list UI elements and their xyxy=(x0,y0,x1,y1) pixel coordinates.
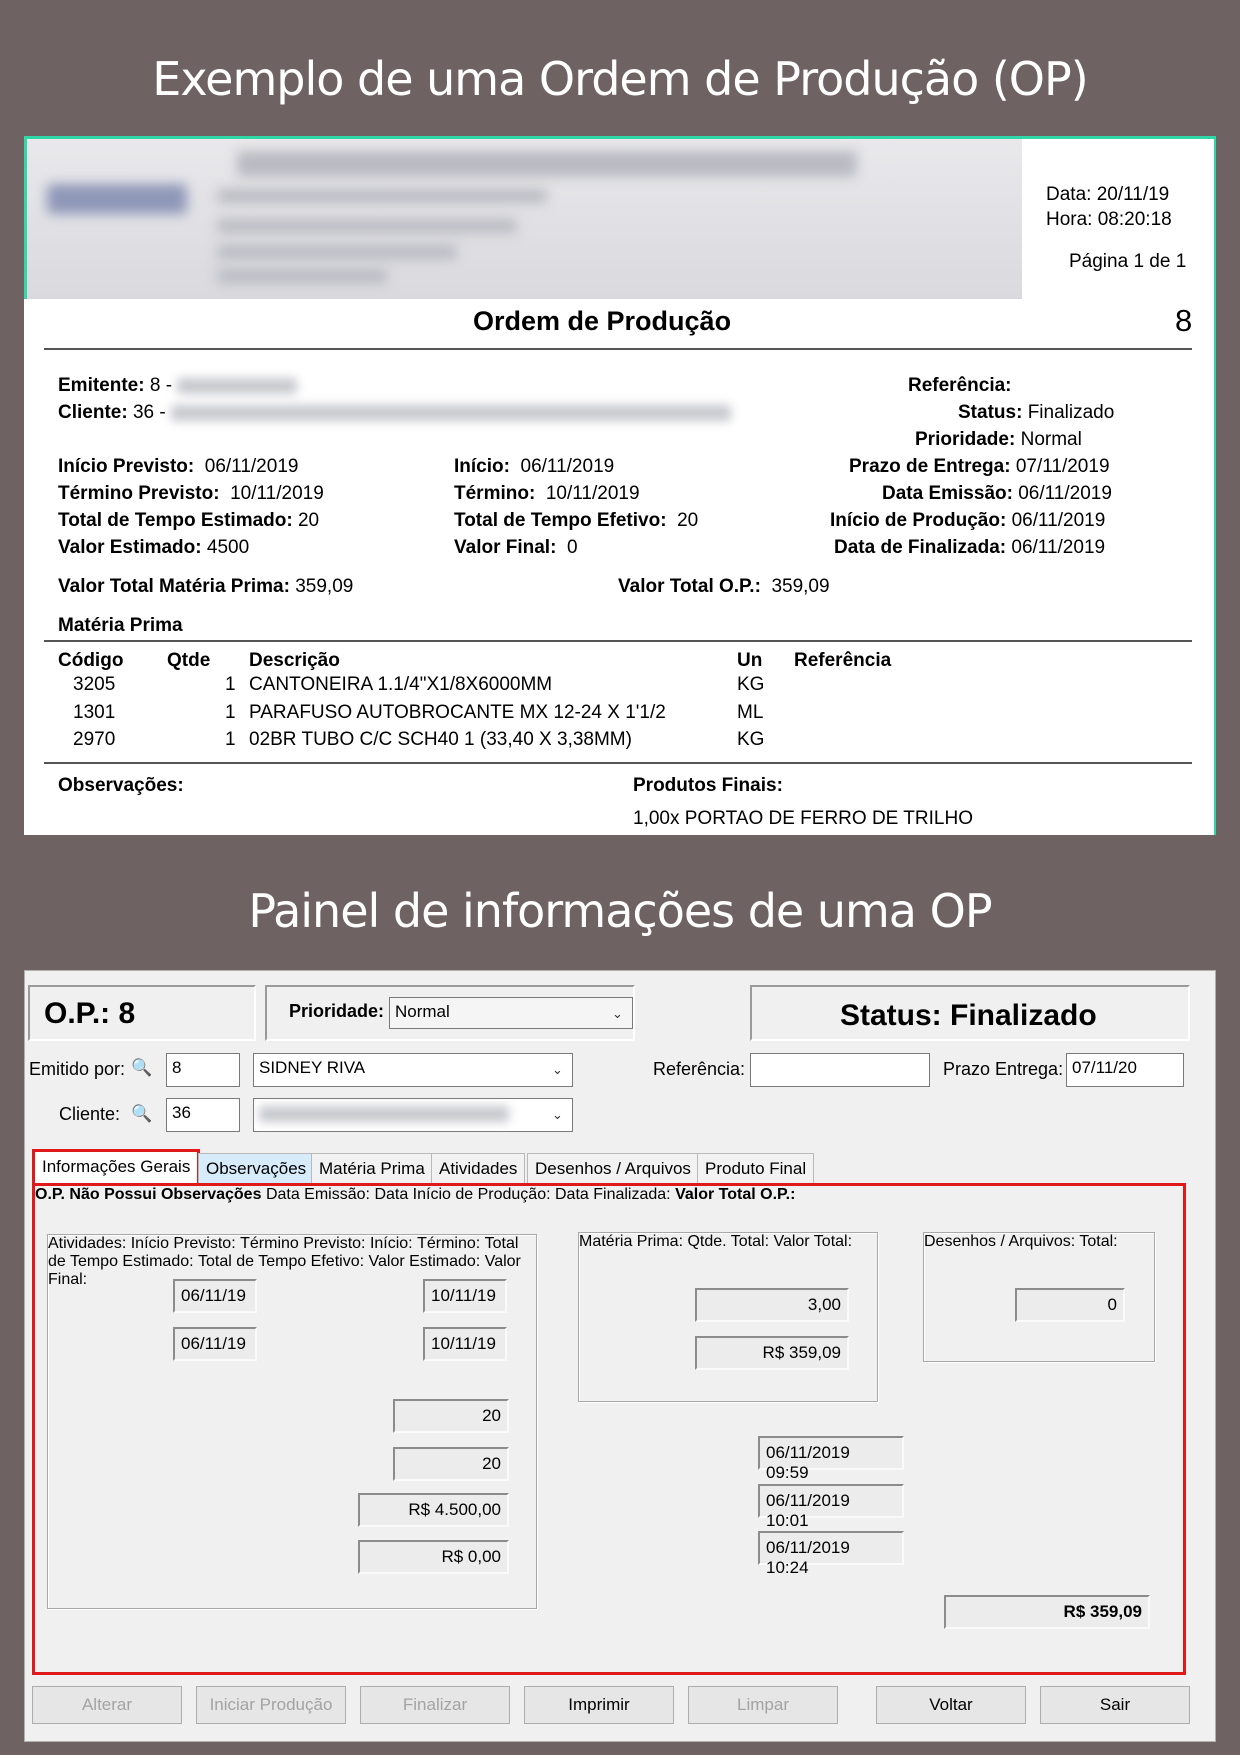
finalizar-button[interactable]: Finalizar xyxy=(360,1686,510,1724)
valor-total-mp-value: 359,09 xyxy=(295,576,354,597)
report-document xyxy=(24,136,1216,835)
row-un: KG xyxy=(737,729,765,750)
tempo-estimado-field: 20 xyxy=(393,1399,509,1433)
cliente-name-redacted xyxy=(259,1106,509,1122)
atividades-group xyxy=(47,1234,537,1609)
valor-total-label: Valor Total: xyxy=(773,1233,853,1250)
termino-field: 10/11/19 xyxy=(423,1327,507,1361)
data-emissao-field: 06/11/2019 09:59 xyxy=(758,1436,904,1470)
print-date: Data: 20/11/19 xyxy=(1046,184,1170,205)
prioridade-select[interactable] xyxy=(389,997,633,1029)
chevron-down-icon: ⌄ xyxy=(552,1107,563,1122)
row-qtde: 1 xyxy=(225,702,236,723)
emitente-redacted xyxy=(177,378,297,394)
data-finalizada-field: 06/11/2019 10:24 xyxy=(758,1531,904,1565)
referencia-label: Referência: xyxy=(653,1059,746,1079)
valor-estimado-field: R$ 4.500,00 xyxy=(358,1493,509,1527)
magnifier-lookup-icon[interactable]: 🔍 xyxy=(129,1055,155,1081)
valor-total-field: R$ 359,09 xyxy=(695,1336,849,1370)
inicio-value: 06/11/2019 xyxy=(520,456,615,477)
tempo-efetivo-label: Total de Tempo Efetivo: xyxy=(454,510,667,531)
valor-final-row xyxy=(454,537,578,559)
termino-previsto-label: Término Previsto: xyxy=(240,1235,366,1252)
row-un: KG xyxy=(737,674,765,695)
op-number: O.P.: 8 xyxy=(44,997,136,1030)
data-finalizada-label: Data de Finalizada: xyxy=(834,537,1007,558)
prioridade-row xyxy=(915,429,1082,451)
data-finalizada-value: 06/11/2019 xyxy=(1011,537,1106,558)
valor-total-op-field: R$ 359,09 xyxy=(944,1595,1150,1629)
status-value: Finalizado xyxy=(1027,402,1115,423)
voltar-button[interactable]: Voltar xyxy=(876,1686,1026,1724)
prazo-input[interactable]: 07/11/20 xyxy=(1066,1053,1184,1087)
print-time: Hora: 08:20:18 xyxy=(1046,209,1172,230)
status-row xyxy=(958,402,1114,424)
cliente-value: 36 - xyxy=(132,402,166,423)
materia-prima-title: Matéria Prima xyxy=(58,615,183,636)
data-emissao-label: Data Emissão: xyxy=(265,1186,370,1203)
materia-prima-title: Matéria Prima: xyxy=(579,1233,684,1250)
limpar-button[interactable]: Limpar xyxy=(688,1686,838,1724)
valor-final-field: R$ 0,00 xyxy=(358,1540,509,1574)
alterar-button[interactable]: Alterar xyxy=(32,1686,182,1724)
data-inicio-label: Data Início de Produção: xyxy=(374,1186,551,1203)
company-header-redacted xyxy=(24,139,1022,299)
col-codigo: Código xyxy=(58,650,124,671)
status-box xyxy=(750,985,1190,1041)
desenhos-total-field: 0 xyxy=(1015,1288,1125,1322)
inicio-producao-row xyxy=(830,510,1105,532)
tab-atividades[interactable]: Atividades xyxy=(431,1153,525,1183)
report-heading: Exemplo de uma Ordem de Produção (OP) xyxy=(152,52,1088,106)
referencia-input[interactable] xyxy=(750,1053,930,1087)
tempo-efetivo-label: Total de Tempo Efetivo: xyxy=(198,1253,365,1270)
desenhos-title: Desenhos / Arquivos: xyxy=(924,1233,1076,1250)
tab-content xyxy=(32,1183,1186,1675)
valor-estimado-label: Valor Estimado: xyxy=(58,537,202,558)
valor-estimado-value: 4500 xyxy=(206,537,250,558)
row-descricao: PARAFUSO AUTOBROCANTE MX 12-24 X 1'1/2 xyxy=(249,702,666,723)
imprimir-button[interactable]: Imprimir xyxy=(524,1686,674,1724)
prioridade-label: Prioridade: xyxy=(915,429,1016,450)
valor-final-value: 0 xyxy=(566,537,578,558)
emitente-row xyxy=(58,375,297,397)
inicio-previsto-label: Início Previsto: xyxy=(130,1235,236,1252)
op-number-box xyxy=(28,985,256,1041)
referencia-label: Referência: xyxy=(908,375,1012,396)
materia-divider xyxy=(44,640,1192,642)
atividades-title: Atividades: xyxy=(48,1235,127,1252)
emitido-label: Emitido por: xyxy=(29,1059,126,1079)
sem-observacoes-notice: O.P. Não Possui Observações xyxy=(35,1186,262,1203)
cliente-label: Cliente: xyxy=(58,402,128,423)
cliente-name-select[interactable] xyxy=(253,1098,573,1132)
inicio-field: 06/11/19 xyxy=(173,1327,257,1361)
prazo-entrega-label: Prazo de Entrega: xyxy=(849,456,1011,477)
row-qtde: 1 xyxy=(225,729,236,750)
inicio-label: Início: xyxy=(454,456,510,477)
inicio-producao-value: 06/11/2019 xyxy=(1011,510,1106,531)
termino-previsto-field: 10/11/19 xyxy=(423,1279,507,1313)
valor-estimado-label: Valor Estimado: xyxy=(368,1253,481,1270)
valor-total-op-label: Valor Total O.P.: xyxy=(675,1186,796,1203)
page-indicator: Página 1 de 1 xyxy=(1069,251,1187,272)
termino-previsto-value: 10/11/2019 xyxy=(230,483,324,504)
sair-button[interactable]: Sair xyxy=(1040,1686,1190,1724)
col-un: Un xyxy=(737,650,763,671)
emitido-name-select[interactable] xyxy=(253,1053,573,1087)
panel-heading: Painel de informações de uma OP xyxy=(248,884,992,938)
emitente-value: 8 - xyxy=(149,375,173,396)
prazo-entrega-value: 07/11/2019 xyxy=(1015,456,1110,477)
tempo-efetivo-value: 20 xyxy=(677,510,699,531)
prioridade-box xyxy=(265,985,635,1041)
data-emissao-row xyxy=(882,483,1112,505)
prazo-label: Prazo Entrega: xyxy=(943,1059,1064,1079)
valor-total-mp-label: Valor Total Matéria Prima: xyxy=(58,576,290,597)
valor-final-label: Valor Final: xyxy=(48,1253,521,1288)
title-divider xyxy=(44,348,1192,350)
data-inicio-field: 06/11/2019 10:01 xyxy=(758,1484,904,1518)
row-codigo: 1301 xyxy=(73,702,116,723)
status-title: Status: Finalizado xyxy=(840,999,1097,1032)
prioridade-value: Normal xyxy=(1020,429,1082,450)
row-descricao: CANTONEIRA 1.1/4"X1/8X6000MM xyxy=(249,674,553,695)
termino-previsto-row xyxy=(58,483,324,505)
prioridade-value: Normal xyxy=(395,1002,450,1021)
tempo-efetivo-field: 20 xyxy=(393,1447,509,1481)
termino-label: Término: xyxy=(417,1235,481,1252)
row-qtde: 1 xyxy=(225,674,236,695)
materia-prima-group xyxy=(578,1232,878,1402)
valor-estimado-row xyxy=(58,537,249,559)
chevron-down-icon: ⌄ xyxy=(612,1006,623,1021)
observacoes-label: Observações: xyxy=(58,775,184,796)
emitido-name: SIDNEY RIVA xyxy=(259,1058,366,1077)
tempo-estimado-label: Total de Tempo Estimado: xyxy=(58,510,293,531)
inicio-previsto-field: 06/11/19 xyxy=(173,1279,257,1313)
cliente-code-input[interactable]: 36 xyxy=(166,1098,240,1132)
prazo-entrega-row xyxy=(849,456,1110,478)
row-codigo: 3205 xyxy=(73,674,116,695)
valor-total-op-value: 359,09 xyxy=(771,576,830,597)
inicio-previsto-row xyxy=(58,456,298,478)
chevron-down-icon: ⌄ xyxy=(552,1062,563,1077)
termino-value: 10/11/2019 xyxy=(545,483,640,504)
produto-final-line: 1,00x PORTAO DE FERRO DE TRILHO xyxy=(633,808,973,829)
valor-total-op-row xyxy=(618,576,830,598)
qtde-total-field: 3,00 xyxy=(695,1288,849,1322)
inicio-previsto-value: 06/11/2019 xyxy=(204,456,299,477)
termino-previsto-label: Término Previsto: xyxy=(58,483,220,504)
data-emissao-label: Data Emissão: xyxy=(882,483,1013,504)
cliente-redacted xyxy=(171,405,731,421)
data-emissao-value: 06/11/2019 xyxy=(1018,483,1112,504)
tab-materia-prima[interactable]: Matéria Prima xyxy=(311,1153,433,1183)
col-qtde: Qtde xyxy=(167,650,211,671)
desenhos-total-label: Total: xyxy=(1079,1233,1118,1250)
inicio-label: Início: xyxy=(369,1235,413,1252)
row-un: ML xyxy=(737,702,764,723)
tempo-estimado-row xyxy=(58,510,319,532)
valor-total-mp-row xyxy=(58,576,353,598)
desenhos-group xyxy=(923,1232,1155,1362)
tab-desenhos-arquivos[interactable]: Desenhos / Arquivos xyxy=(527,1153,699,1183)
tempo-estimado-value: 20 xyxy=(297,510,320,531)
cliente-row xyxy=(58,402,731,424)
emitido-code-input[interactable]: 8 xyxy=(166,1053,240,1087)
col-referencia: Referência xyxy=(794,650,892,671)
emitente-label: Emitente: xyxy=(58,375,145,396)
footer-divider xyxy=(44,762,1192,764)
tempo-efetivo-row xyxy=(454,510,698,532)
tab-produto-final[interactable]: Produto Final xyxy=(697,1153,814,1183)
tab-observacoes[interactable]: Observações xyxy=(198,1153,314,1183)
report-number: 8 xyxy=(1175,303,1193,338)
valor-total-op-label: Valor Total O.P.: xyxy=(618,576,761,597)
valor-final-label: Valor Final: xyxy=(454,537,557,558)
status-label: Status: xyxy=(958,402,1023,423)
row-descricao: 02BR TUBO C/C SCH40 1 (33,40 X 3,38MM) xyxy=(249,729,632,750)
qtde-total-label: Qtde. Total: xyxy=(687,1233,770,1250)
data-finalizada-row xyxy=(834,537,1105,559)
magnifier-lookup-icon[interactable]: 🔍 xyxy=(129,1101,155,1127)
row-codigo: 2970 xyxy=(73,729,116,750)
inicio-row xyxy=(454,456,614,478)
termino-label: Término: xyxy=(454,483,536,504)
cliente-label: Cliente: xyxy=(59,1104,121,1124)
prioridade-label: Prioridade: xyxy=(289,1001,385,1021)
produtos-finais-label: Produtos Finais: xyxy=(633,775,783,796)
col-descricao: Descrição xyxy=(249,650,340,671)
data-finalizada-label: Data Finalizada: xyxy=(555,1186,671,1203)
iniciar-producao-button[interactable]: Iniciar Produção xyxy=(196,1686,346,1724)
inicio-previsto-label: Início Previsto: xyxy=(58,456,195,477)
termino-row xyxy=(454,483,640,505)
tab-informacoes-gerais[interactable]: Informações Gerais xyxy=(32,1149,200,1185)
inicio-producao-label: Início de Produção: xyxy=(830,510,1007,531)
tempo-estimado-label: Total de Tempo Estimado: xyxy=(48,1235,519,1270)
report-title: Ordem de Produção xyxy=(473,306,732,336)
